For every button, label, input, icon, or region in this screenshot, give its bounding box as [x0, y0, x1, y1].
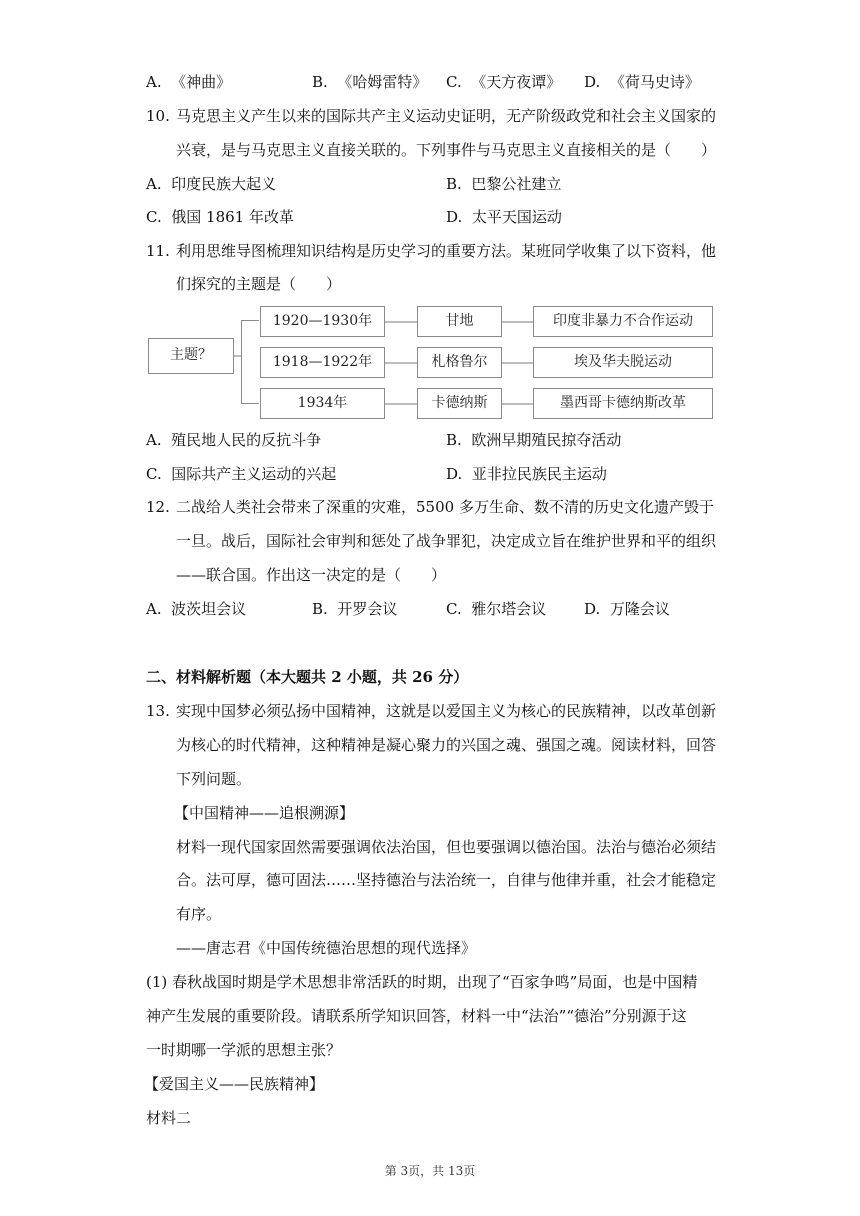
- connector: [502, 403, 533, 405]
- material-source: ——唐志君《中国传统德治思想的现代选择》: [176, 939, 477, 957]
- question-text-line: 一旦。战后，国际社会审判和惩处了战争罪犯，决定成立旨在维护世界和平的组织: [176, 532, 717, 550]
- page-footer: 第 3页，共 13页: [384, 1164, 476, 1178]
- material-line: 材料一现代国家固然需要强调依法治国，但也要强调以德治国。法治与德治必须结: [176, 838, 717, 856]
- question-text-line: 马克思主义产生以来的国际共产主义运动史证明，无产阶级政党和社会主义国家的: [176, 107, 717, 125]
- mind-map-root: 主题？: [148, 338, 234, 374]
- mind-map-year: 1920—1930年: [260, 306, 385, 337]
- sub-heading: 【爱国主义——民族精神】: [144, 1075, 325, 1093]
- question-text-line: 下列问题。: [176, 770, 252, 788]
- question-text-line: 二战给人类社会带来了深重的灾难，5500 多万生命、数不清的历史文化遗产毁于: [176, 498, 714, 516]
- q9-option-a: A. 《神曲》: [146, 73, 232, 91]
- q10-option-c: C. 俄国 1861 年改革: [146, 208, 294, 226]
- sub-heading: 【中国精神——追根溯源】: [174, 804, 355, 822]
- q12-option-a: A. 波茨坦会议: [146, 600, 247, 618]
- connector: [385, 321, 417, 323]
- sub-question-line: 一时期哪一学派的思想主张？: [146, 1041, 342, 1059]
- question-text-line: 实现中国梦必须弘扬中国精神，这就是以爱国主义为核心的民族精神，以改革创新: [176, 702, 717, 720]
- sub-question-line: 神产生发展的重要阶段。请联系所学知识回答，材料一中“法治”“德治”分别源于这: [146, 1007, 687, 1025]
- mind-map-person: 卡德纳斯: [417, 388, 502, 419]
- q11-option-a: A. 殖民地人民的反抗斗争: [146, 431, 322, 449]
- question-text-line: 利用思维导图梳理知识结构是历史学习的重要方法。某班同学收集了以下资料，他: [176, 242, 717, 260]
- q9-option-c: C. 《天方夜谭》: [446, 73, 562, 91]
- material-label: 材料二: [146, 1109, 192, 1127]
- mind-map-event: 埃及华夫脱运动: [533, 347, 713, 378]
- q12-option-d: D. 万隆会议: [584, 600, 670, 618]
- section-heading: 二、材料解析题（本大题共 2 小题，共 26 分）: [146, 668, 469, 686]
- connector: [385, 403, 417, 405]
- question-number: 10.: [146, 107, 170, 125]
- connector: [385, 362, 417, 364]
- q12-option-b: B. 开罗会议: [312, 600, 398, 618]
- mind-map-person: 札格鲁尔: [417, 347, 502, 378]
- q10-option-d: D. 太平天国运动: [446, 208, 562, 226]
- q11-option-b: B. 欧洲早期殖民掠夺活动: [446, 431, 622, 449]
- mind-map-person: 甘地: [417, 306, 502, 337]
- q11-option-c: C. 国际共产主义运动的兴起: [146, 465, 337, 483]
- question-number: 13.: [146, 702, 170, 720]
- q12-option-c: C. 雅尔塔会议: [446, 600, 547, 618]
- question-text-line: 为核心的时代精神，这种精神是凝心聚力的兴国之魂、强国之魂。阅读材料，回答: [176, 736, 717, 754]
- connector: [502, 321, 533, 323]
- q9-option-d: D. 《荷马史诗》: [584, 73, 700, 91]
- connector: [502, 362, 533, 364]
- question-text-line: 们探究的主题是（ ）: [176, 275, 342, 293]
- material-line: 有序。: [176, 905, 222, 923]
- bracket: [241, 320, 259, 404]
- question-text-line: ——联合国。作出这一决定的是（ ）: [176, 566, 447, 584]
- mind-map-year: 1934年: [260, 388, 385, 419]
- mind-map-event: 墨西哥卡德纳斯改革: [533, 388, 713, 419]
- material-line: 合。法可厚，德可固法……坚持德治与法治统一，自律与他律并重，社会才能稳定: [176, 871, 717, 889]
- question-number: 12.: [146, 498, 170, 516]
- question-text-line: 兴衰，是与马克思主义直接关联的。下列事件与马克思主义直接相关的是（ ）: [176, 141, 717, 159]
- mind-map-event: 印度非暴力不合作运动: [533, 306, 713, 337]
- q11-option-d: D. 亚非拉民族民主运动: [446, 465, 607, 483]
- sub-question-line: (1) 春秋战国时期是学术思想非常活跃的时期，出现了“百家争鸣”局面，也是中国精: [146, 973, 698, 991]
- mind-map-year: 1918—1922年: [260, 347, 385, 378]
- q10-option-b: B. 巴黎公社建立: [446, 175, 562, 193]
- q10-option-a: A. 印度民族大起义: [146, 175, 277, 193]
- q9-option-b: B. 《哈姆雷特》: [312, 73, 428, 91]
- question-number: 11.: [146, 242, 170, 260]
